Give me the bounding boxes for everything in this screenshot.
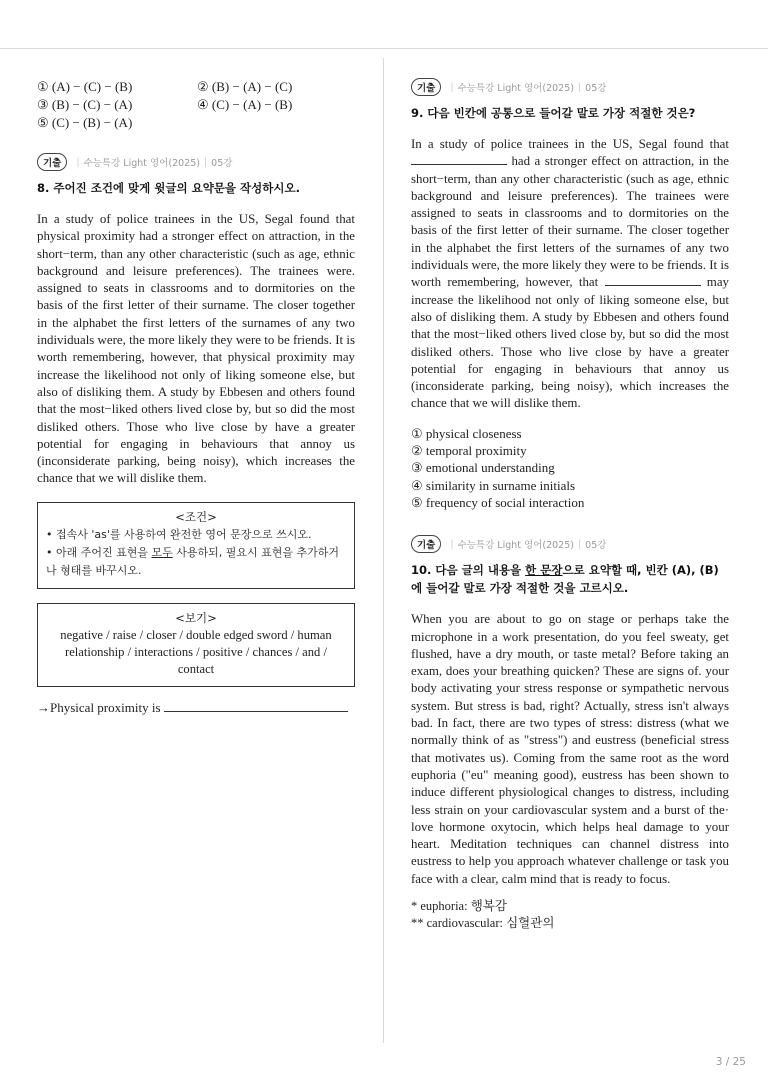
- q7-option-1[interactable]: ① (A) − (C) − (B): [37, 79, 133, 94]
- q9-choice-2[interactable]: ② temporal proximity: [411, 443, 527, 459]
- bogi-words: negative / raise / closer / double edged sword / human relationship / interactions / positive / chances / and / contact: [60, 627, 332, 676]
- condition-2: • 아래 주어진 표현을 모두 사용하되, 필요시 표현을 추가하거나 형태를 바꾸시오.: [46, 545, 339, 577]
- q9-choice-1[interactable]: ① physical closeness: [411, 425, 522, 441]
- unit-label: 05강: [585, 83, 607, 94]
- q10-source-tag: 기출 | 수능특강 Light 영어(2025) | 05강: [411, 535, 729, 553]
- right-column: [411, 78, 729, 932]
- q7-option-3[interactable]: ③ (B) − (C) − (A): [37, 97, 133, 112]
- unit-label: 05강: [585, 540, 607, 552]
- source-label: 수능특강 Light 영어(2025): [457, 83, 574, 94]
- q7-option-5[interactable]: ⑤ (C) − (B) − (A): [37, 115, 133, 130]
- column-divider: [383, 58, 384, 1043]
- q9-choice-5[interactable]: ⑤ frequency of social interaction: [411, 494, 585, 510]
- q8-bogi-box: [37, 603, 355, 687]
- q8-passage: In a study of police trainees in the US, Segal found that physical proximity had a stronger effect on attraction, in the short−term, than any other characteristic (such as age, ethnic background and leisure preferences). The trainees were. assigned to seats in classrooms and to dormitories on the basis of the first letter of their surname. The closer together in the alphabet the first letters of the surnames of any two individuals were, the more likely they were to be friends. It is worth remembering, however, that physical proximity may increase the likelihood not only of liking someone else, but also of disliking them. A study by Ebbesen and others found that the most−liked others lived close by, but so did the most disliked others. Those who live close by have a greater potential for engaging in behaviours that annoy us (inconsiderate parking, being noisy), which increases the chance that we will dislike them.: [37, 212, 355, 486]
- q9-choice-3[interactable]: ③ emotional understanding: [411, 460, 555, 476]
- q7-option-2[interactable]: ② (B) − (A) − (C): [197, 79, 293, 94]
- q9-choices: [411, 425, 729, 511]
- past-exam-badge: 기출: [411, 78, 441, 96]
- q8-source-tag: 기출 | 수능특강 Light 영어(2025) | 05강: [37, 153, 355, 171]
- footnote-cardiovascular: ** cardiovascular: 심혈관의: [411, 915, 555, 930]
- q8-answer-line[interactable]: [37, 699, 355, 716]
- condition-title: <조건>: [175, 509, 217, 524]
- q8-title: 8. 주어진 조건에 맞게 윗글의 요약문을 작성하시오.: [37, 181, 300, 195]
- q9-choice-4[interactable]: ④ similarity in surname initials: [411, 477, 576, 493]
- header-rule: [0, 48, 768, 49]
- past-exam-badge: 기출: [37, 153, 67, 171]
- source-label: 수능특강 Light 영어(2025): [457, 540, 574, 552]
- q10-footnotes: [411, 898, 729, 932]
- q9-source-tag: 기출 | 수능특강 Light 영어(2025) | 05강: [411, 78, 729, 96]
- q10-title: 10. 다음 글의 내용을 한 문장으로 요약할 때, 빈칸 (A), (B)에 들어갈 말로 가장 적절한 것을 고르시오.: [411, 563, 719, 596]
- q10-passage: When you are about to go on stage or perhaps take the microphone in a work presentation, do you feel sweaty, get flushed, have a dry mouth, or taste metal? Before taking an exam, does your breathing quicken? These are signs of. your body activating your stress response or sympathetic nervous system. But stress is bad, right? Actually, stress isn't always bad. In fact, there are two types of stress: distress (what we normally think of as "stress") and eustress (beneficial stress that motivates us). Coming from the same root as the word euphoria ("eu" meaning good), eustress has been shown to induce different physiological changes to distress, including less strain on your cardiovascular system and a burst of the· love hormone oxytocin, which helps heal damage to your heart. Meditation techniques can channel distress into eustress to help you approach whatever challenge or task you face with a clear, calm mind that is ready to focus.: [411, 612, 729, 886]
- answer-prefix: →Physical proximity is: [37, 699, 161, 715]
- condition-1: • 접속사 'as'를 사용하여 완전한 영어 문장으로 쓰시오.: [46, 527, 312, 541]
- answer-blank[interactable]: [164, 699, 348, 712]
- past-exam-badge: 기출: [411, 535, 441, 553]
- page-number: 3 / 25: [715, 1056, 746, 1068]
- q9-title: 9. 다음 빈칸에 공통으로 들어갈 말로 가장 적절한 것은?: [411, 106, 696, 120]
- source-label: 수능특강 Light 영어(2025): [83, 158, 200, 169]
- q9-blank-2: [605, 274, 701, 286]
- left-column: [37, 78, 355, 716]
- q8-condition-box: [37, 502, 355, 589]
- q7-options: [37, 78, 355, 131]
- q9-passage: In a study of police trainees in the US, Segal found that had a stronger effect on attraction, in the short−term, than any other characteristic (such as age, ethnic background and leisure preferences). The trainees were assigned to seats in classrooms and to dormitories on the basis of the first letter of their surname. The closer together in the alphabet the first letters of the surnames of any two individuals were, the more likely they were to be friends. It is worth remembering, however, that may increase the likelihood not only of liking someone else, but also of disliking them. A study by Ebbesen and others found that the most−liked others lived close by, but so did the most disliked others. Those who live close by have a greater potential for engaging in behaviours that annoy us (inconsiderate parking, being noisy), which increases the chance that we will dislike them.: [411, 137, 729, 411]
- q7-option-4[interactable]: ④ (C) − (A) − (B): [197, 97, 293, 112]
- footnote-euphoria: * euphoria: 행복감: [411, 898, 507, 913]
- unit-label: 05강: [211, 158, 233, 169]
- bogi-title: <보기>: [175, 610, 217, 625]
- q9-blank-1: [411, 153, 507, 165]
